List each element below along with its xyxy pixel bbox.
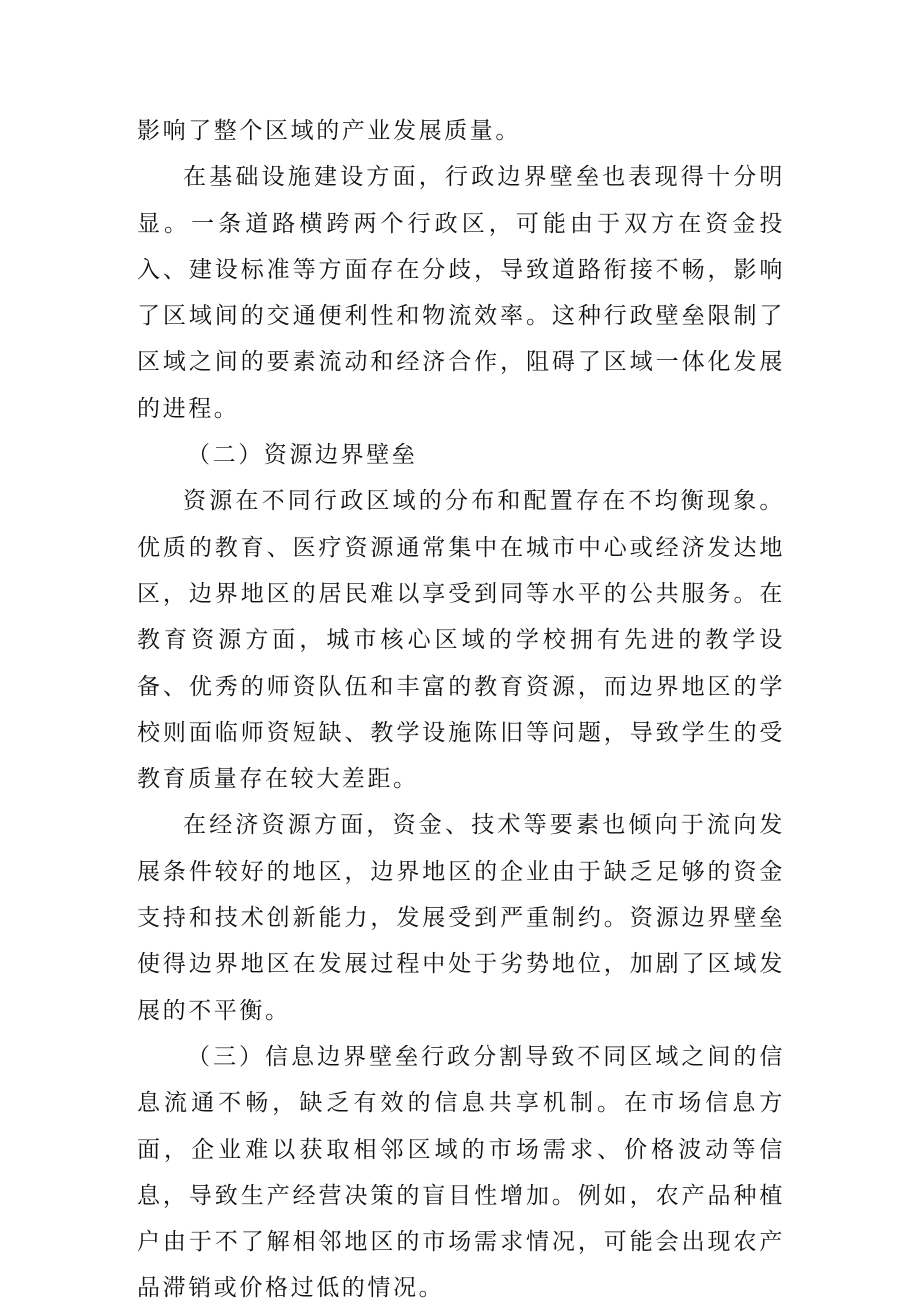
paragraph-infrastructure: 在基础设施建设方面，行政边界壁垒也表现得十分明显。一条道路横跨两个行政区，可能由于双方在资金投入、建设标准等方面存在分歧，导致道路衔接不畅，影响了区域间的交通便利性和物流效率。这种行政壁垒限制了区域之间的要素流动和经济合作，阻碍了区域一体化发展的进程。 bbox=[137, 164, 785, 422]
paragraph-resource-distribution: 资源在不同行政区域的分布和配置存在不均衡现象。优质的教育、医疗资源通常集中在城市中心或经济发达地区，边界地区的居民难以享受到同等水平的公共服务。在教育资源方面，城市核心区域的学校拥有先进的教学设备、优秀的师资队伍和丰富的教育资源，而边界地区的学校则面临师资短缺、教学设施陈旧等问题，导致学生的受教育质量存在较大差距。 bbox=[137, 488, 785, 793]
paragraph-information-barrier: （三）信息边界壁垒行政分割导致不同区域之间的信息流通不畅，缺乏有效的信息共享机制。在市场信息方面，企业难以获取相邻区域的市场需求、价格波动等信息，导致生产经营决策的盲目性增加。例如，农产品种植户由于不了解相邻地区的市场需求情况，可能会出现农产品滞销或价格过低的情况。 bbox=[137, 1043, 785, 1302]
section-heading-resource-barrier: （二）资源边界壁垒 bbox=[187, 442, 418, 469]
paragraph-economic-resources: 在经济资源方面，资金、技术等要素也倾向于流向发展条件较好的地区，边界地区的企业由于缺乏足够的资金支持和技术创新能力，发展受到严重制约。资源边界壁垒使得边界地区在发展过程中处于劣势地位，加剧了区域发展的不平衡。 bbox=[137, 812, 785, 1024]
paragraph-continuation: 影响了整个区域的产业发展质量。 bbox=[137, 118, 521, 144]
